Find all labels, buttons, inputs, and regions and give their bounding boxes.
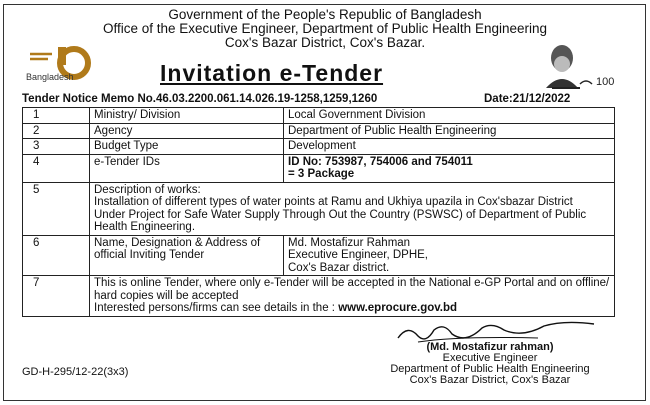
tender-ids: ID No: 753987, 754006 and 754011 <box>288 155 473 168</box>
header-office: Office of the Executive Engineer, Department of Public Health Engineering <box>102 21 547 36</box>
row-value: Department of Public Health Engineering <box>284 123 615 139</box>
table-row <box>23 182 615 235</box>
row-value: Local Government Division <box>284 108 615 124</box>
row-label: Description of works: <box>94 183 201 196</box>
table-row <box>23 276 615 317</box>
row-number: 6 <box>23 235 90 276</box>
row-label: Ministry/ Division <box>90 108 284 124</box>
row-label: Name, Designation & Address of official Inviting Tender <box>90 235 284 276</box>
memo-date: Date:21/12/2022 <box>484 93 571 105</box>
signatory-place: Cox's Bazar District, Cox's Bazar <box>409 374 571 386</box>
signatory-name: (Md. Mostafizur rahman) <box>426 341 554 353</box>
details-label: Interested persons/firms can see details in the : <box>94 302 335 314</box>
table-row <box>23 108 615 124</box>
signatory-department: Department of Public Health Engineering <box>390 363 590 375</box>
header-district: Cox's Bazar District, Cox's Bazar. <box>224 35 426 50</box>
table-row <box>23 123 615 139</box>
description-text: Installation of different types of water points at Ramu and Ukhiya upazila in Cox'sbazar District Under Project for Safe Water Supply Through Out the Country (PSWSC) of Department of Public Health Engineering. <box>94 196 587 233</box>
header-government: Government of the People's Republic of Bangladesh <box>168 7 482 22</box>
online-tender-note: This is online Tender, where only e-Tender will be accepted in the National e-GP Portal and on offline/ hard copies will be accepted <box>94 277 610 302</box>
row-number: 7 <box>23 276 90 317</box>
memo-number: Tender Notice Memo No.46.03.2200.061.14.026.19-1258,1259,1260 <box>22 93 378 105</box>
row-label: Budget Type <box>90 139 284 155</box>
bangladesh-50-logo <box>24 45 94 87</box>
package-count: = 3 Package <box>288 168 355 180</box>
logo-label: Bangladesh <box>26 72 74 82</box>
row-number: 2 <box>23 123 90 139</box>
row-value <box>284 235 615 276</box>
tender-table <box>22 107 615 317</box>
row-number: 1 <box>23 108 90 124</box>
official-name: Md. Mostafizur Rahman <box>288 236 411 249</box>
row-number: 3 <box>23 139 90 155</box>
signatory-designation: Executive Engineer <box>442 352 538 364</box>
page-title: Invitation e-Tender <box>160 60 384 86</box>
table-row <box>23 154 615 182</box>
row-number: 4 <box>23 154 90 182</box>
row-description <box>90 182 615 235</box>
details-line <box>94 302 610 315</box>
logo-100: 100 <box>596 76 615 88</box>
row-number: 5 <box>23 182 90 235</box>
official-address: Cox's Bazar district. <box>288 261 390 274</box>
row-online-note <box>90 276 615 317</box>
gd-reference: GD-H-295/12-22(3x3) <box>22 366 129 378</box>
row-label: Agency <box>90 123 284 139</box>
table-row <box>23 235 615 276</box>
eprocure-link[interactable]: www.eprocure.gov.bd <box>338 302 458 314</box>
row-value: Development <box>284 139 615 155</box>
table-row <box>23 139 615 155</box>
official-designation: Executive Engineer, DPHE, <box>288 249 428 261</box>
row-label: e-Tender IDs <box>90 154 284 182</box>
row-value <box>284 154 615 182</box>
